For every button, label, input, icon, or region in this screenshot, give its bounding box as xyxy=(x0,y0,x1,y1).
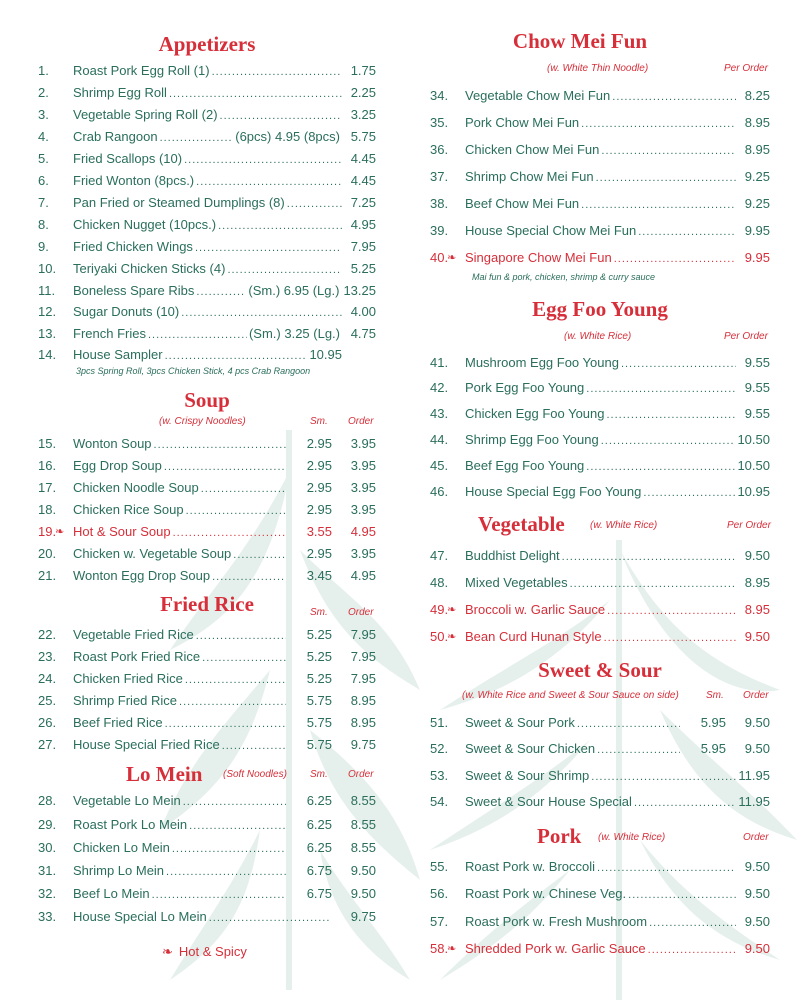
pork-subtitle: (w. White Rice) xyxy=(598,832,666,843)
menu-item: 54. Sweet & Sour House Special ..... 11.95 xyxy=(430,792,770,812)
fried-rice-col-order: Order xyxy=(348,607,374,618)
menu-item: 43. Chicken Egg Foo Young ..... 9.55 xyxy=(430,404,770,424)
menu-item: 8. Chicken Nugget (10pcs.) ..... 4.95 xyxy=(38,215,376,235)
vegetable-subtitle: (w. White Rice) xyxy=(590,520,658,531)
menu-item: 47. Buddhist Delight ..... 9.50 xyxy=(430,546,770,566)
menu-item: 52. Sweet & Sour Chicken ..... 5.95 9.50 xyxy=(430,739,770,759)
sweet-sour-col-sm: Sm. xyxy=(706,690,724,701)
menu-item: 36. Chicken Chow Mei Fun ..... 8.95 xyxy=(430,140,770,160)
menu-item: 34. Vegetable Chow Mei Fun ..... 8.25 xyxy=(430,86,770,106)
lo-mein-col-sm: Sm. xyxy=(310,769,328,780)
sweet-sour-subtitle: (w. White Rice and Sweet & Sour Sauce on side) xyxy=(462,690,679,701)
chili-pepper-icon: ❧ xyxy=(447,604,457,616)
menu-item: 56. Roast Pork w. Chinese Veg. ..... 9.50 xyxy=(430,884,770,904)
pork-col-order: Order xyxy=(743,832,769,843)
menu-item-spicy: 49. ❧ Broccoli w. Garlic Sauce ..... 8.95 xyxy=(430,600,770,620)
chow-mei-fun-col-order: Per Order xyxy=(724,63,768,74)
sweet-sour-title: Sweet & Sour xyxy=(538,658,662,682)
menu-item: 25. Shrimp Fried Rice ..... 5.75 8.95 xyxy=(38,691,376,711)
appetizers-title: Appetizers xyxy=(158,32,256,56)
menu-item: 37. Shrimp Chow Mei Fun ..... 9.25 xyxy=(430,167,770,187)
soup-col-order: Order xyxy=(348,416,374,427)
chow-mei-fun-note: Mai fun & pork, chicken, shrimp & curry sauce xyxy=(472,272,656,282)
menu-item: 4. Crab Rangoon ..... (6pcs) 4.95 (8pcs) 5.75 xyxy=(38,127,376,147)
soup-title: Soup xyxy=(184,388,230,412)
menu-item: 5. Fried Scallops (10) ..... 4.45 xyxy=(38,149,376,169)
vegetable-title: Vegetable xyxy=(478,512,565,536)
menu-item: 42. Pork Egg Foo Young ..... 9.55 xyxy=(430,378,770,398)
menu-item: 18. Chicken Rice Soup ..... 2.95 3.95 xyxy=(38,500,376,520)
menu-item-spicy: 40. ❧ Singapore Chow Mei Fun ..... 9.95 xyxy=(430,248,770,268)
menu-item: 20. Chicken w. Vegetable Soup ..... 2.95 3.95 xyxy=(38,544,376,564)
menu-item: 9. Fried Chicken Wings ..... 7.95 xyxy=(38,237,376,257)
menu-item: 2. Shrimp Egg Roll ..... 2.25 xyxy=(38,83,376,103)
menu-item: 57. Roast Pork w. Fresh Mushroom ..... 9.50 xyxy=(430,912,770,932)
fried-rice-col-sm: Sm. xyxy=(310,607,328,618)
menu-item: 29. Roast Pork Lo Mein ..... 6.25 8.55 xyxy=(38,815,376,835)
chili-pepper-icon: ❧ xyxy=(162,944,173,959)
egg-foo-young-title: Egg Foo Young xyxy=(532,297,668,321)
menu-item: 53. Sweet & Sour Shrimp ..... 11.95 xyxy=(430,766,770,786)
menu-item-spicy: 50. ❧ Bean Curd Hunan Style ..... 9.50 xyxy=(430,627,770,647)
chow-mei-fun-title: Chow Mei Fun xyxy=(512,29,648,53)
menu-item: 1. Roast Pork Egg Roll (1) ..... 1.75 xyxy=(38,61,376,81)
menu-item: 33. House Special Lo Mein ..... 9.75 xyxy=(38,907,376,927)
menu-item: 38. Beef Chow Mei Fun ..... 9.25 xyxy=(430,194,770,214)
menu-item: 46. House Special Egg Foo Young ..... 10.95 xyxy=(430,482,770,502)
menu-item: 26. Beef Fried Rice ..... 5.75 8.95 xyxy=(38,713,376,733)
egg-foo-young-subtitle: (w. White Rice) xyxy=(564,331,632,342)
chili-pepper-icon: ❧ xyxy=(447,252,457,264)
menu-item: 51. Sweet & Sour Pork ..... 5.95 9.50 xyxy=(430,713,770,733)
menu-item: 16. Egg Drop Soup ..... 2.95 3.95 xyxy=(38,456,376,476)
lo-mein-col-order: Order xyxy=(348,769,374,780)
menu-item: 39. House Special Chow Mei Fun ..... 9.95 xyxy=(430,221,770,241)
chili-pepper-icon: ❧ xyxy=(55,526,65,538)
hot-spicy-legend: ❧ Hot & Spicy xyxy=(162,944,247,959)
menu-item: 30. Chicken Lo Mein ..... 6.25 8.55 xyxy=(38,838,376,858)
menu-item: 45. Beef Egg Foo Young ..... 10.50 xyxy=(430,456,770,476)
menu-item: 28. Vegetable Lo Mein ..... 6.25 8.55 xyxy=(38,791,376,811)
menu-item: 6. Fried Wonton (8pcs.) ..... 4.45 xyxy=(38,171,376,191)
menu-item: 17. Chicken Noodle Soup ..... 2.95 3.95 xyxy=(38,478,376,498)
menu-item: 7. Pan Fried or Steamed Dumplings (8) ..... 7.25 xyxy=(38,193,376,213)
pork-title: Pork xyxy=(537,824,582,848)
menu-item: 11. Boneless Spare Ribs ..... (Sm.) 6.95 (Lg.) 13.25 xyxy=(38,281,376,301)
lo-mein-subtitle: (Soft Noodles) xyxy=(223,769,287,780)
menu-item: 27. House Special Fried Rice ..... 5.75 9.75 xyxy=(38,735,376,755)
menu-item: 10. Teriyaki Chicken Sticks (4) ..... 5.25 xyxy=(38,259,376,279)
sweet-sour-col-order: Order xyxy=(743,690,769,701)
appetizers-note: 3pcs Spring Roll, 3pcs Chicken Stick, 4 pcs Crab Rangoon xyxy=(76,366,311,376)
lo-mein-title: Lo Mein xyxy=(126,762,203,786)
menu-item: 35. Pork Chow Mei Fun ..... 8.95 xyxy=(430,113,770,133)
menu-item: 14. House Sampler ..... 10.95 xyxy=(38,345,342,365)
menu-item: 48. Mixed Vegetables ..... 8.95 xyxy=(430,573,770,593)
egg-foo-young-col-order: Per Order xyxy=(724,331,768,342)
menu-item: 13. French Fries ..... (Sm.) 3.25 (Lg.) 4.75 xyxy=(38,324,376,344)
chow-mei-fun-subtitle: (w. White Thin Noodle) xyxy=(547,63,649,74)
menu-item: 24. Chicken Fried Rice ..... 5.25 7.95 xyxy=(38,669,376,689)
soup-subtitle: (w. Crispy Noodles) xyxy=(159,416,246,427)
menu-item: 44. Shrimp Egg Foo Young ..... 10.50 xyxy=(430,430,770,450)
menu-item: 15. Wonton Soup ..... 2.95 3.95 xyxy=(38,434,376,454)
fried-rice-title: Fried Rice xyxy=(160,592,254,616)
menu-item: 12. Sugar Donuts (10) ..... 4.00 xyxy=(38,302,376,322)
menu-item-spicy: 19. ❧ Hot & Sour Soup ..... 3.55 4.95 xyxy=(38,522,376,542)
menu-item: 23. Roast Pork Fried Rice ..... 5.25 7.95 xyxy=(38,647,376,667)
menu-item: 41. Mushroom Egg Foo Young ..... 9.55 xyxy=(430,353,770,373)
chili-pepper-icon: ❧ xyxy=(447,631,457,643)
chili-pepper-icon: ❧ xyxy=(447,943,457,955)
menu-item: 55. Roast Pork w. Broccoli ..... 9.50 xyxy=(430,857,770,877)
menu-item: 21. Wonton Egg Drop Soup ..... 3.45 4.95 xyxy=(38,566,376,586)
soup-col-sm: Sm. xyxy=(310,416,328,427)
menu-item: 3. Vegetable Spring Roll (2) ..... 3.25 xyxy=(38,105,376,125)
vegetable-col-order: Per Order xyxy=(727,520,771,531)
menu-item: 31. Shrimp Lo Mein ..... 6.75 9.50 xyxy=(38,861,376,881)
menu-item: 22. Vegetable Fried Rice ..... 5.25 7.95 xyxy=(38,625,376,645)
menu-item: 32. Beef Lo Mein ..... 6.75 9.50 xyxy=(38,884,376,904)
menu-item-spicy: 58. ❧ Shredded Pork w. Garlic Sauce ..... 9.50 xyxy=(430,939,770,959)
